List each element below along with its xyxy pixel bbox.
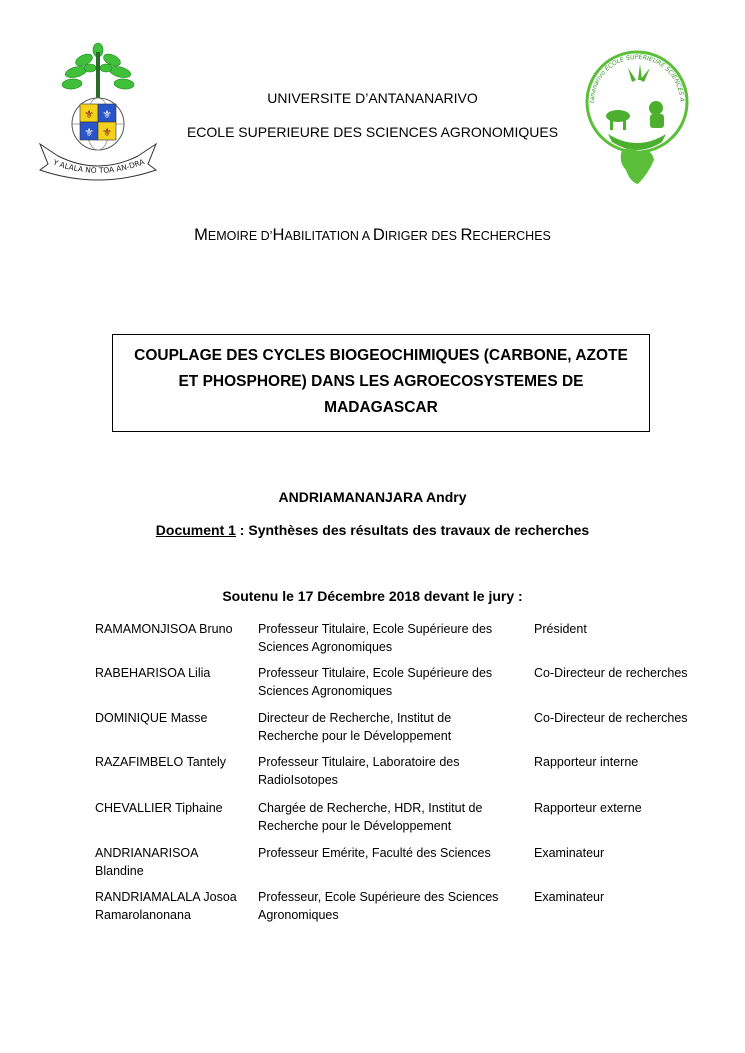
- document-line: [0, 522, 745, 538]
- university-name: UNIVERSITE D’ANTANANARIVO: [267, 90, 478, 106]
- svg-text:⚜: ⚜: [102, 108, 112, 121]
- svg-text:⚜: ⚜: [102, 126, 112, 139]
- title-line-1: COUPLAGE DES CYCLES BIOGEOCHIMIQUES (CARBONE, AZOTE: [134, 347, 628, 364]
- school-name: ECOLE SUPERIEURE DES SCIENCES AGRONOMIQUES: [186, 124, 559, 140]
- svg-text:⚜: ⚜: [84, 108, 94, 121]
- author-name: ANDRIAMANANJARA Andry: [278, 489, 467, 505]
- university-coat-of-arms-logo: [36, 40, 160, 190]
- document-label: Document 1: [155, 522, 236, 538]
- memoire-heading: MEMOIRE D’HABILITATION A DIRIGER DES RECHERCHES: [194, 226, 551, 244]
- document-description: : Synthèses des résultats des travaux de recherches: [235, 522, 590, 538]
- svg-text:⚜: ⚜: [84, 126, 94, 139]
- title-line-2: ET PHOSPHORE) DANS LES AGROECOSYSTEMES DE: [178, 373, 584, 390]
- jury-heading: Soutenu le 17 Décembre 2018 devant le jury :: [222, 588, 523, 604]
- thesis-title-box: [112, 334, 650, 432]
- logo-motto: Y ALALA NO TOA AN-DRA: [51, 157, 146, 176]
- title-line-3: MADAGASCAR: [324, 399, 438, 416]
- logo-arc-text: tananarivo ECOLE SUPERIEURE SCIENCES A: [588, 53, 686, 104]
- essa-school-logo: [578, 42, 696, 190]
